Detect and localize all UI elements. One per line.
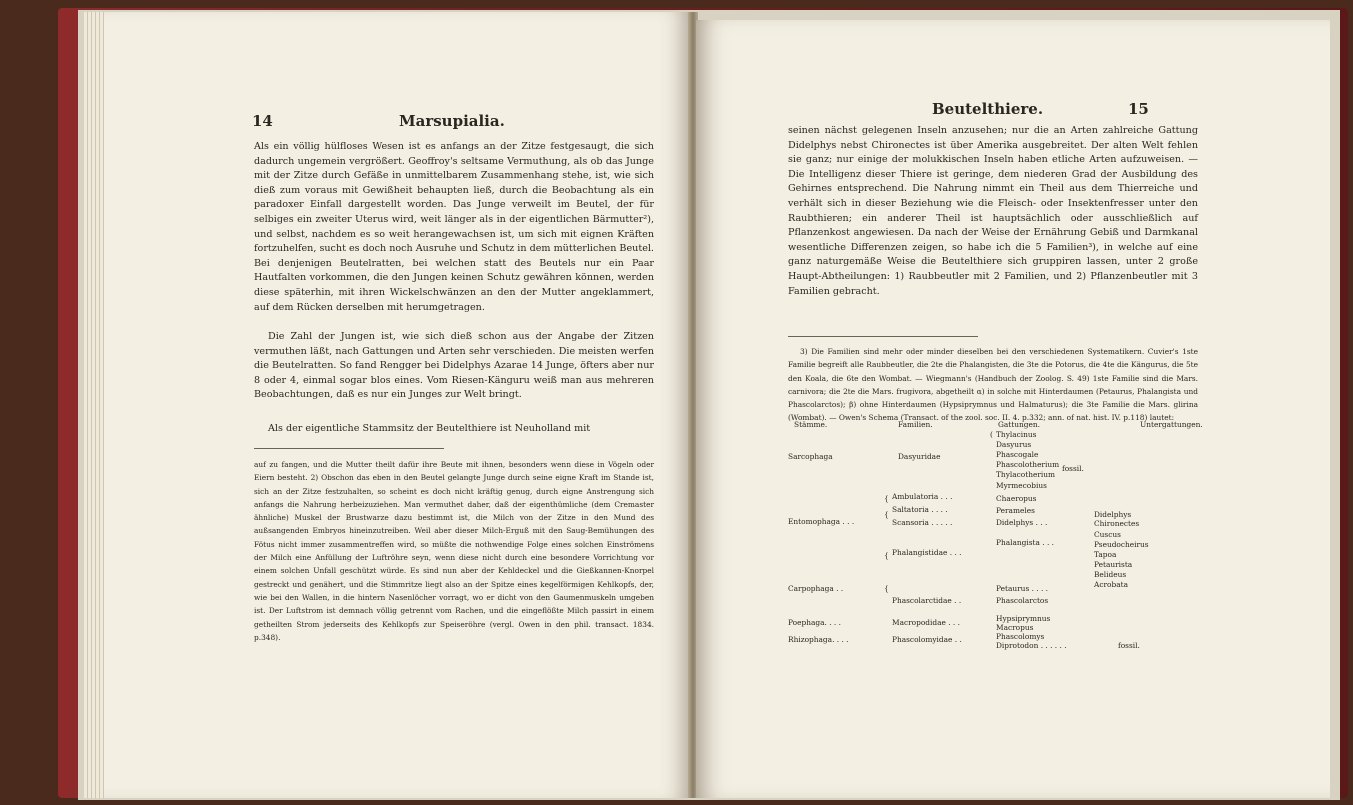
fossil-note: fossil.	[1062, 464, 1084, 473]
familie-cell: Phalangistidae . . .	[892, 548, 962, 557]
body-paragraph: Als ein völlig hülfloses Wesen ist es anfangs an der Zitze festgesaugt, die sich dadurch ungemein vergrößert. Geoffroy's seltsame Vermuthung, als ob das Junge mit der Zitze durch Gefäße in unmittelbarem Zusammenhang stehe, ist, wie sich dieß zum voraus mit Gewißheit behaupten ließ, durch die Beobachtung als ein paradoxer Einfall dargestellt worden. Das Junge verweilt im Beutel, der für selbiges ein zweiter Uterus wird, weit länger als in der eigentlichen Bärmutter²), und selbst, nachdem es so weit herangewachsen ist, um sich mit eignen Kräften fortzuhelfen, sucht es doch noch Ausruhe und Schutz in dem mütterlichen Beutel. Bei denjenigen Beutelratten, bei welchen statt des Beutels nur ein Paar Hautfalten vorkommen, die den Jungen keinen Schutz gewähren können, werden diese späterhin, mit ihren Wickelschwänzen an den der Mutter angeklammert, auf dem Rücken derselben mit herumgetragen.	[254, 141, 654, 313]
untergattung-cell: Cuscus	[1094, 530, 1121, 539]
gattung-cell: Petaurus . . . .	[996, 584, 1049, 593]
fossil-note: fossil.	[1118, 641, 1140, 650]
untergattung-cell: Petaurista	[1094, 560, 1133, 569]
classification-table	[788, 418, 1203, 650]
brace: {	[884, 551, 889, 560]
gattung-cell: Thylacinus	[996, 430, 1037, 439]
familie-cell: Scansoria . . . . .	[892, 518, 953, 527]
right-page	[696, 20, 1330, 798]
untergattung-cell: Tapoa	[1094, 550, 1117, 559]
gattung-cell: Perameles	[996, 506, 1035, 515]
stamm-cell: Sarcophaga	[788, 452, 833, 461]
footnote-rule	[788, 336, 978, 337]
brace: (	[990, 430, 993, 439]
table-header: Untergattungen.	[1140, 420, 1203, 429]
gattung-cell: Macropus	[996, 623, 1034, 632]
brace: {	[884, 510, 889, 519]
page-number: 15	[1128, 100, 1149, 118]
running-header: Marsupialia.	[399, 112, 505, 130]
familie-cell: Phascolarctidae . .	[892, 596, 962, 605]
stamm-cell: Poephaga. . . .	[788, 618, 841, 627]
untergattung-cell: Belideus	[1094, 570, 1127, 579]
familie-cell: Dasyuridae	[898, 452, 941, 461]
familie-cell: Saltatoria . . . .	[892, 505, 948, 514]
gattung-cell: Hypsiprymnus	[996, 614, 1051, 623]
body-paragraph: Die Zahl der Jungen ist, wie sich dieß schon aus der Angabe der Zitzen vermuthen läßt, nach Gattungen und Arten sehr verschieden. Die meisten werfen die Beutelratten. So fand Rengger bei Didelphys Azarae 14 Junge, öfters aber nur 8 oder 4, einmal sogar blos eines. Vom Riesen-Känguru weiß man aus mehreren Beobachtungen, daß es nur ein Junges zur Welt bringt.	[254, 331, 654, 401]
running-header: Beutelthiere.	[932, 100, 1044, 118]
gattung-cell: Phalangista . . .	[996, 538, 1055, 547]
stamm-cell: Rhizophaga. . . .	[788, 635, 849, 644]
gattung-cell: Didelphys . . .	[996, 518, 1048, 527]
stamm-cell: Carpophaga . .	[788, 584, 844, 593]
page-edges	[84, 12, 106, 798]
familie-cell: Ambulatoria . . .	[892, 492, 953, 501]
body-paragraph: seinen nächst gelegenen Inseln anzusehen; nur die an Arten zahlreiche Gattung Didelphys nebst Chironectes ist über Amerika ausgebreitet. Der alten Welt fehlen sie ganz; nur einige der molukkischen Inseln haben etliche Arten aufzuweisen. — Die Intelligenz dieser Thiere ist geringe, dem niederen Grad der Ausbildung des Gehirnes entsprechend. Die Nahrung nimmt ein Theil aus dem Thierreiche und verhält sich in dieser Beziehung wie die Fleisch- oder Insektenfresser unter den Raubthieren; ein anderer Theil ist hauptsächlich oder ausschließlich auf Pflanzenkost angewiesen. Da nach der Weise der Ernährung Gebiß und Darmkanal wesentliche Differenzen zeigen, so habe ich die 5 Familien³), in welche auf eine ganz naturgemäße Weise die Beutelthiere sich gruppiren lassen, unter 2 große Haupt-Abtheilungen: 1) Raubbeutler mit 2 Familien, und 2) Pflanzenbeutler mit 3 Familien gebracht.	[788, 125, 1198, 297]
untergattung-cell: Didelphys	[1094, 510, 1132, 519]
page-number: 14	[252, 112, 273, 130]
left-page	[104, 12, 688, 798]
familie-cell: Phascolomyidae . .	[892, 635, 962, 644]
footnote: 3) Die Familien sind mehr oder minder dieselben bei den verschiedenen Systematikern. Cuvier's 1ste Familie begreift alle Raubbeutler, die 2te die Phalangisten, die 3te die Potorus, die 4te die Kängurus, die 5te den Koala, die 6te den Wombat. — Wiegmann's (Handbuch der Zoolog. S. 49) 1ste Familie sind die Mars. carnivora; die 2te die Mars. frugivora, abgetheilt α) in solche mit Hinterdaumen (Petaurus, Phalangista und Phascolarctos); β) ohne Hinterdaumen (Hypsiprymnus und Halmaturus); die 3te Familie die Mars. glirina (Wombat). — Owen's Schema (Transact. of the zool. soc. II. 4. p.332; ann. of nat. hist. IV. p.118) lautet:	[788, 347, 1198, 423]
gattung-cell: Phascogale	[996, 450, 1039, 459]
footnote: auf zu fangen, und die Mutter theilt dafür ihre Beute mit ihnen, besonders wenn diese in Vögeln oder Eiern besteht. 2) Obschon das eben in den Beutel gelangte Junge durch seine eigne Kraft im Stande ist, sich an der Zitze festzuhalten, so scheint es doch nicht kräftig genug, durch eigne Anstrengung sich anfangs die Nahrung herbeizuziehen. Man vermuthet daher, daß der eigenthümliche (dem Cremaster ähnliche) Muskel der Brustwarze dazu bestimmt ist, die Milch von der Zitze in den Mund des außsangenden Embryos hineinzutreiben. Weil aber dieser Milch-Erguß mit den Saug-Bemühungen des Fötus nicht immer zusammentreffen wird, so müßte die nothwendige Folge eines solchen Einströmens der Milch eine Anfüllung der Luftröhre seyn, wenn diese nicht durch eine besondere Vorrichtung vor einem solchen Unfall geschützt würde. Es sind nun aber der Kehldeckel und die Gießkannen-Knorpel gestreckt und genähert, und die Stimmritze liegt also an der Spitze eines kegelförmigen Kehlkopfs, der, wie bei den Wallen, in die hintern Nasenlöcher vorragt, wo er dicht von den Gaumenmuskeln umgeben ist. Der Luftstrom ist demnach völlig getrennt vom Rachen, und die eingeflößte Milch passirt in einem getheilten Strom jederseits des Kehlkopfs zur Speiseröhre (vergl. Owen in den phil. transact. 1834. p.348).	[254, 460, 654, 642]
gattung-cell: Chaeropus	[996, 494, 1037, 503]
gattung-cell: Myrmecobius	[996, 481, 1047, 490]
untergattung-cell: Chironectes	[1094, 519, 1140, 528]
brace: {	[884, 584, 889, 593]
gattung-cell: Diprotodon . . . . . .	[996, 641, 1067, 650]
untergattung-cell: Acrobata	[1094, 580, 1128, 589]
gattung-cell: Phascolotherium	[996, 460, 1060, 469]
gattung-cell: Phascolarctos	[996, 596, 1049, 605]
table-header: Familien.	[898, 420, 933, 429]
gattung-cell: Thylacotherium	[996, 470, 1055, 479]
brace: {	[884, 494, 889, 503]
body-paragraph: Als der eigentliche Stammsitz der Beutelthiere ist Neuholland mit	[268, 423, 591, 434]
table-header: Gattungen.	[998, 420, 1040, 429]
footnote-rule	[254, 448, 444, 449]
table-header: Stämme.	[794, 420, 828, 429]
gattung-cell: Phascolomys	[996, 632, 1045, 641]
familie-cell: Macropodidae . . .	[892, 618, 960, 627]
untergattung-cell: Pseudocheirus	[1094, 540, 1149, 549]
gattung-cell: Dasyurus	[996, 440, 1032, 449]
stamm-cell: Entomophaga . . .	[788, 517, 855, 526]
